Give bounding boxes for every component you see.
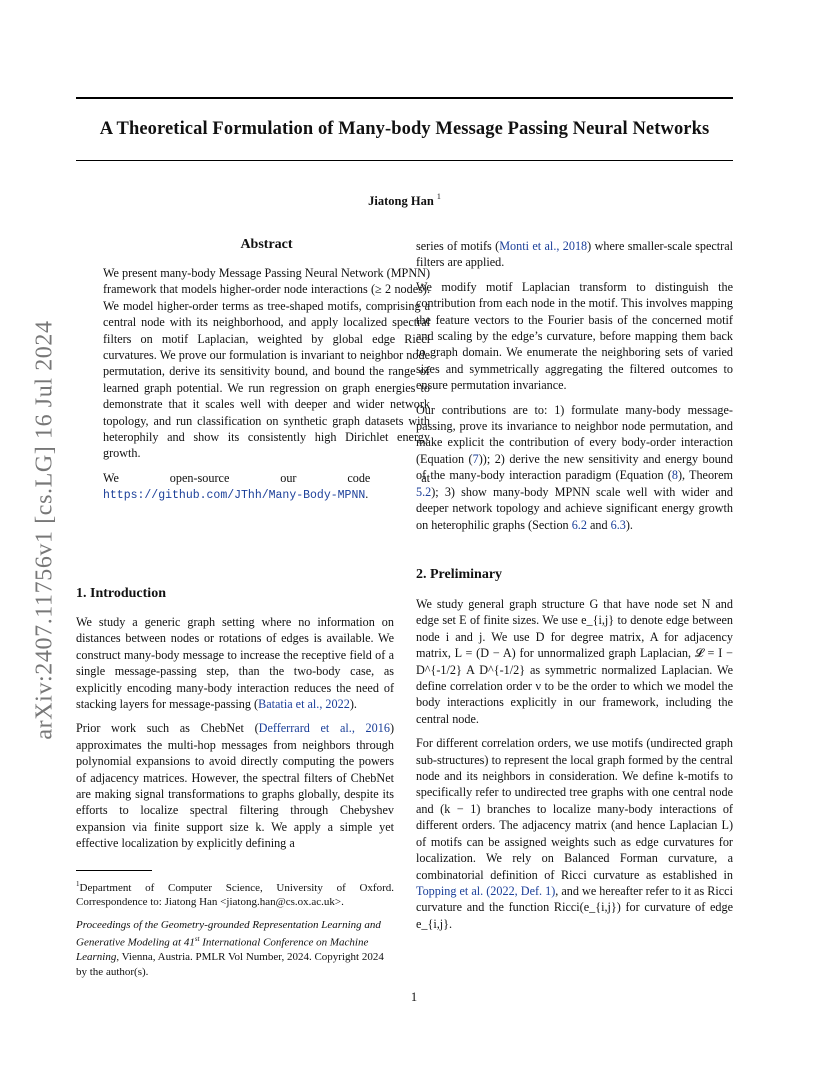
contrib-text-b: )); 2) derive the new sensitivity and energy bound of the many-body interaction paradigm (Equation ( [416,451,733,483]
code-link-suffix: . [365,487,369,502]
intro-paragraph-1 [76,614,394,712]
footnote-text: Department of Computer Science, University of Oxford. Correspondence to: Jiatong Han <jiatong.han@cs.ox.ac.uk>. [76,882,394,909]
ref-equation-8[interactable]: 8 [671,468,678,483]
proceedings-italic-a: Proceedings of the Geometry-grounded Representation Learning and Generative Modeling at 41 [76,919,381,950]
author-line [76,192,733,209]
preliminary-paragraph-2 [416,735,733,932]
right-column-body [416,238,733,541]
proceedings-sup: st [194,935,200,944]
introduction-heading: 1. Introduction [76,586,166,601]
title-bottom-rule [76,160,733,161]
proceedings-rest: , Vienna, Austria. PMLR Vol Number, 2024. Copyright 2024 by the author(s). [76,951,384,978]
citation-defferrard[interactable]: Defferrard et al., 2016 [258,721,390,736]
introduction-body [76,614,394,860]
arxiv-stamp: arXiv:2407.11756v1 [cs.LG] 16 Jul 2024 [31,320,58,740]
preliminary-body [416,596,733,940]
citation-monti[interactable]: Monti et al., 2018 [499,239,588,253]
intro-p2-start: Prior work such as ChebNet ( [76,721,259,736]
intro-paragraph-2 [76,720,394,851]
author-name: Jiatong Han [368,194,434,208]
contrib-text-c: ), Theorem [677,468,734,483]
contrib-text-a: Our contributions are to: 1) formulate many-body message-passing, prove its invariance to neighbor node permutation, and make explicit the contribution of every body-order interaction (Equation ( [416,402,733,466]
affiliation-footnote [76,877,394,910]
right-paragraph-1: We modify motif Laplacian transform to distinguish the contribution from each node in the motif. This involves mapping the feature vectors to the Fourier basis of the concerned motif and scaling by the edge’s curvature, before mapping them back to graph domain. We enumerate the neighboring sets of varied sizes and symmetrically aggregating the filtered outcomes to ensure permutation invariance. [416,279,733,393]
footnote-rule [76,870,152,871]
ref-section-6-3[interactable]: 6.3 [610,517,626,532]
right-p0-start: series of motifs ( [416,239,500,253]
ref-section-6-2[interactable]: 6.2 [571,517,587,532]
preliminary-paragraph-1: We study general graph structure G that have node set N and edge set E of finite sizes. We use e_{i,j} to denote edge between node i and j. We use D for degree matrix, A for adjacency matrix, L = (D − A) for unnormalized graph Laplacian, 𝓛 = I − D^{-1/2} A D^{-1/2} as symmetric normalized Laplacian. We define correlation order ν to be the order to which we model the body interactions explicitly in our framework, including the central node. [416,597,733,726]
author-affiliation-mark: 1 [436,192,441,201]
code-link-prefix: We open-source our code at [103,470,430,485]
proceedings-note [76,918,394,979]
citation-batatia[interactable]: Batatia et al., 2022 [258,697,350,712]
page-number: 1 [410,990,418,1004]
proceedings-italic-b: International Conference on Machine Learning [76,937,369,964]
abstract-heading: Abstract [240,237,293,252]
abstract-text: We present many-body Message Passing Neural Network (MPNN) framework that models higher-order node interactions (≥ 2 nodes). We model higher-order terms as tree-shaped motifs, comprising a central node with its neighborhood, and apply localized spectral filters on motif Laplacian, weighted by global edge Ricci curvatures. We prove our formulation is invariant to neighbor node permutation, derive its sensitivity bound, and bound the range of learned graph potential. We run regression on graph energies to demonstrate that it scales well with deeper and wider network topology, and run classification on synthetic graph datasets with heterophily and show its consistently high Dirichlet energy growth. [103,266,430,461]
footnote-mark: 1 [76,880,80,888]
right-paragraph-0 [416,238,733,271]
citation-topping[interactable]: Topping et al. (2022, Def. 1) [416,883,556,898]
code-link-paragraph [103,470,430,505]
contributions-paragraph [416,402,733,533]
contrib-text-f: ). [625,517,633,532]
ref-equation-7[interactable]: 7 [472,451,479,466]
paper-title: A Theoretical Formulation of Many-body Message Passing Neural Networks [99,119,710,139]
intro-p2-text: ) approximates the multi-hop messages from neighbors through polynomial expansions to avoid directly computing the powers of adjacency matrices. However, the spectral filters of ChebNet are making signal transformations to graphs globally, despite its efforts to localize spectral filtering through Chebyshev expansion via finite support size k. We apply a simple yet effective localization by explicitly defining a [76,721,394,851]
intro-p1-text: We study a generic graph setting where no information on distances between nodes or rotations of edges is available. We construct many-body message to increase the receptive field of a single message-passing step, than the two-body case, as explicitly encoding many-body interaction reduces the need of stacking layers for message-passing ( [76,615,394,712]
title-top-rule [76,97,733,99]
right-p0-end: ) where smaller-scale spectral filters are applied. [416,239,734,270]
prelim-p2-start: For different correlation orders, we use motifs (undirected graph sub-structures) to represent the local graph formed by the central node and its neighbors in consideration. We define k-motifs to specifically refer to undirected tree graphs with one central node and (k − 1) branches to localize many-body interactions of different orders. The adjacency matrix (and hence Laplacian L) of motifs can be assigned weights such as edge curvatures for localization. We rely on Balanced Forman curvature, a combinatorial definition of Ricci curvature as established in [416,736,733,882]
contrib-text-e: and [586,517,611,532]
preliminary-heading: 2. Preliminary [416,567,503,582]
code-repo-link[interactable]: https://github.com/JThh/Many-Body-MPNN [103,489,366,503]
intro-p1-end: ). [349,697,357,712]
ref-theorem-5-2[interactable]: 5.2 [416,484,432,499]
contrib-text-d: ); 3) show many-body MPNN scale well with wider and deeper network topology and achieve significant energy growth on heterophilic graphs (Section [416,484,733,532]
abstract-body [103,265,430,513]
prelim-p2-end: , and we hereafter refer to it as Ricci curvature and the function Ricci(e_{i,j}) for curvature of edge e_{i,j}. [416,883,733,931]
